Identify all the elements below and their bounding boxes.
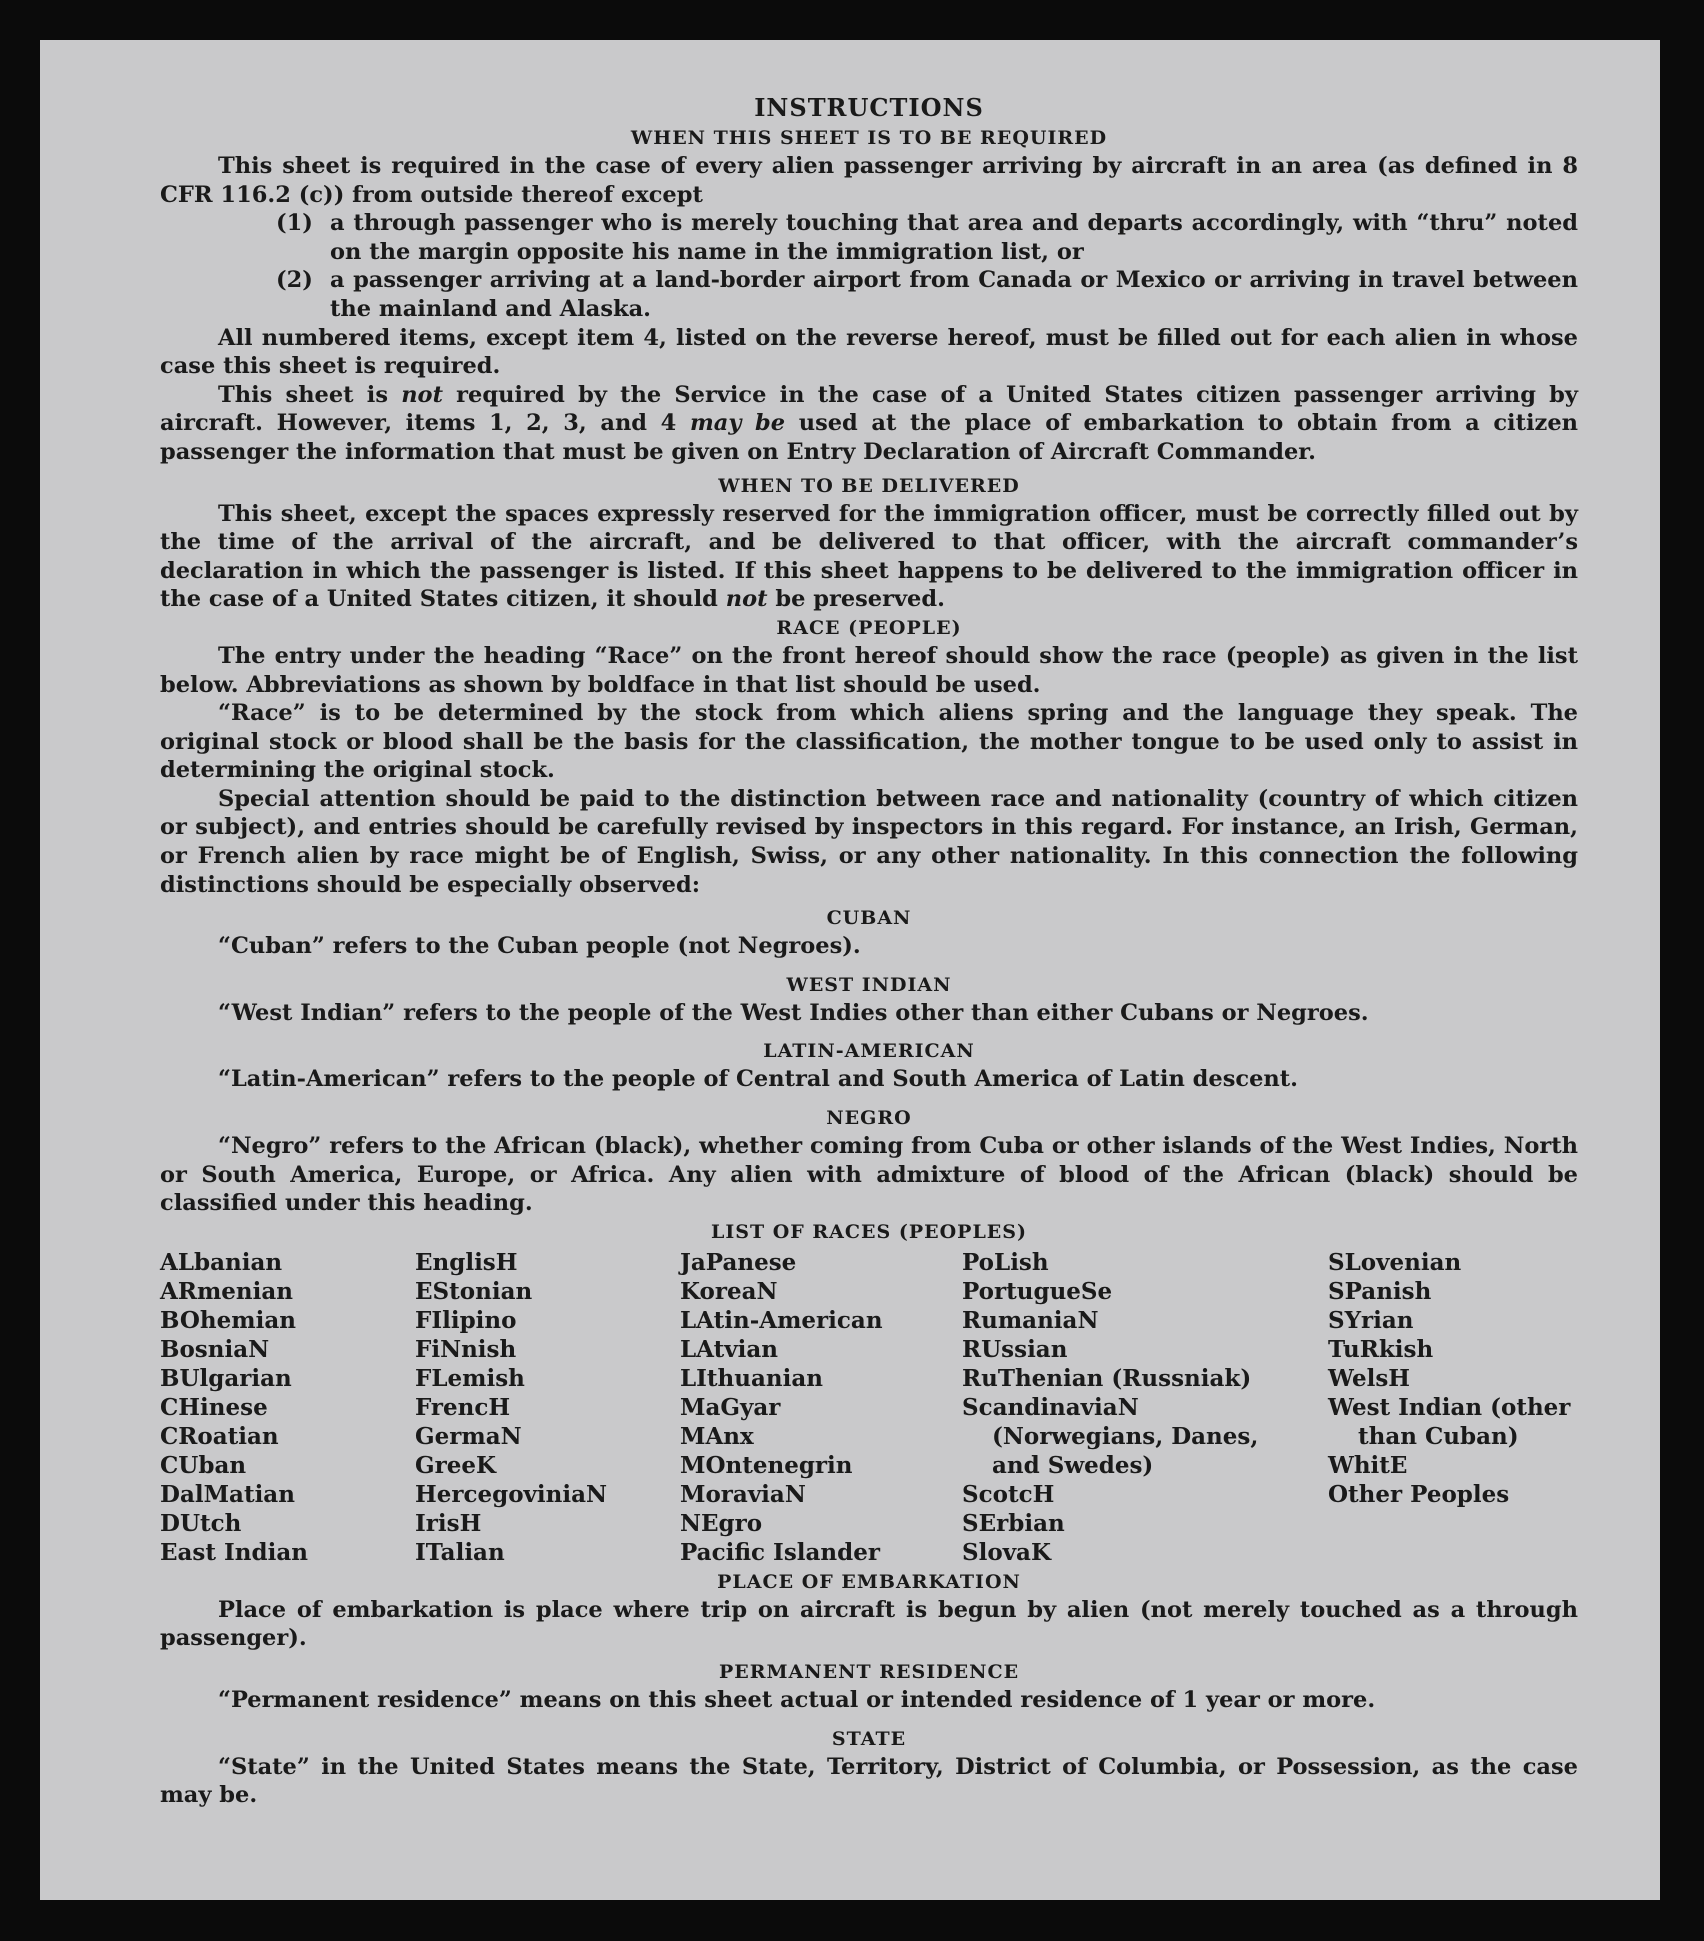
west-indian-text: “West Indian” refers to the people of the West Indies other than either Cubans or Negroes. [218,999,1369,1026]
race-entry: FIlipino [415,1306,517,1334]
race-entry: MAnx [680,1422,754,1450]
race-paragraph-3: Special attention should be paid to the distinction between race and nationality (country of which citizen or subject), and entries should be carefully revised by inspectors in this regard. For instance, an Irish, German, or French alien by race might be of English, Swiss, or any other nationality. In this connection the following distinctions should be especially observed: [160,785,1578,898]
race-entry: BOhemian [160,1306,296,1334]
race-entry: MoraviaN [680,1480,806,1508]
emphasis-not: not [401,381,443,408]
text-fragment: The entry under the heading “Race” on the front hereof should show the race (people) as given in the list below. Abbreviations as shown by [160,642,1578,698]
race-entry: East Indian [160,1538,308,1566]
race-entry: SlovaK [962,1538,1051,1566]
race-entry: CHinese [160,1393,268,1421]
text-fragment: used at the place of embarkation to obtain from a citizen passenger the information that must be given on Entry Declaration of Aircraft Commander. [160,410,1579,465]
exception-item-2 [276,266,1578,323]
heading-west-indian: WEST INDIAN [786,973,952,996]
document-sheet [40,40,1660,1900]
text-fragment: be preserved. [767,586,945,613]
race-entry: BUlgarian [160,1364,292,1392]
text-fragment: in that list should be used. [695,671,1041,698]
text-fragment: This sheet is [218,381,402,408]
when-required-intro: This sheet is required in the case of every alien passenger arriving by aircraft in an area (as defined in 8 CFR 116.2 (c)) from outside thereof except [160,153,1578,208]
race-entry: SLovenian [1328,1248,1462,1276]
race-entry: HercegoviniaN [415,1480,608,1508]
race-entry: LAtvian [680,1335,778,1363]
race-entry: PortugueSe [962,1277,1113,1305]
exception-number: (1) [276,210,313,237]
heading-race: RACE (PEOPLE) [776,616,962,639]
race-entry: TuRkish [1328,1335,1434,1363]
races-column-5 [1328,1248,1578,1509]
race-entry: BosniaN [160,1335,270,1363]
exception-item-1 [276,209,1578,266]
race-entry: DalMatian [160,1480,295,1508]
text-fragment: This sheet, except the spaces expressly reserved for the immigration officer, must be correctly filled out by the time of the arrival of the aircraft, and be delivered to that officer, with the aircraft commander’s declaration in which the passenger is listed. If this sheet happens to be delivered to the immigration officer in the case of a United States citizen, it should [160,500,1578,613]
race-entry: LIthuanian [680,1364,823,1392]
race-entry: ScotcH [962,1480,1055,1508]
race-entry: West Indian (other than Cuban) [1328,1393,1571,1450]
race-entry: PoLish [962,1248,1049,1276]
negro-text: “Negro” refers to the African (black), whether coming from Cuba or other islands of the West Indies, North or South America, Europe, or Africa. Any alien with admixture of blood of the African (black) should be classified under this heading. [160,1133,1578,1217]
race-entry: GreeK [415,1451,497,1479]
race-entry: RumaniaN [962,1306,1099,1334]
race-entry: MOntenegrin [680,1451,853,1479]
race-entry: SErbian [962,1509,1065,1537]
races-column-4 [962,1248,1260,1567]
emphasis-not: not [725,586,768,613]
race-entry: ITalian [415,1538,505,1566]
races-list [160,1248,1578,1568]
race-entry: CRoatian [160,1422,279,1450]
race-entry: Other Peoples [1328,1480,1510,1508]
heading-when-delivered: WHEN TO BE DELIVERED [718,474,1020,497]
when-delivered-text [160,500,1578,614]
race-entry: CUban [160,1451,247,1479]
heading-state: STATE [831,1727,907,1750]
race-entry: LAtin-American [680,1306,883,1334]
race-entry: WelsH [1328,1364,1411,1392]
when-required-paragraph-3 [160,381,1578,467]
race-entry: KoreaN [680,1277,778,1305]
race-entry: FrencH [415,1393,511,1421]
races-column-1 [160,1248,308,1567]
heading-cuban: CUBAN [826,907,912,930]
page-title: INSTRUCTIONS [754,93,984,122]
race-entry: EnglisH [415,1248,518,1276]
race-entry: GermaN [415,1422,522,1450]
race-entry: SYrian [1328,1306,1414,1334]
race-entry: ScandinaviaN (Norwegians, Danes, and Swedes) [962,1393,1259,1479]
cuban-text: “Cuban” refers to the Cuban people (not Negroes). [218,933,861,960]
heading-residence: PERMANENT RESIDENCE [718,1661,1020,1683]
exception-text: a passenger arriving at a land-border airport from Canada or Mexico or arriving in travel between the mainland and Alaska. [330,267,1578,322]
races-column-2 [415,1248,607,1567]
state-text: “State” in the United States means the State, Territory, District of Columbia, or Possession, as the case may be. [160,1753,1578,1809]
race-paragraph-2: “Race” is to be determined by the stock from which aliens spring and the language they speak. The original stock or blood shall be the basis for the classification, the mother tongue to be used only to assist in determining the original stock. [160,700,1578,784]
races-column-3 [680,1248,883,1567]
race-entry: ALbanian [160,1248,283,1276]
race-entry: FiNnish [415,1335,517,1363]
heading-when-required: WHEN THIS SHEET IS TO BE REQUIRED [630,127,1108,149]
when-required-paragraph-2: All numbered items, except item 4, listed on the reverse hereof, must be filled out for each alien in whose case this sheet is required. [160,324,1578,380]
exception-number: (2) [276,267,313,294]
emphasis-may-be: may be [689,410,786,437]
heading-list-of-races: LIST OF RACES (PEOPLES) [711,1220,1027,1243]
boldface-word: boldface [587,671,696,698]
race-entry: Pacific Islander [680,1538,880,1566]
text-fragment: required by the Service in the case of a United States citizen passenger arriving by aircraft. However, items 1, 2, 3, and 4 [160,381,1578,437]
exception-text: a through passenger who is merely touching that area and departs accordingly, with “thru” noted on the margin opposite his name in the immigration list, or [330,210,1578,265]
race-entry: RUssian [962,1335,1068,1363]
race-entry: FLemish [415,1364,525,1392]
race-entry: WhitE [1328,1451,1408,1479]
race-entry: EStonian [415,1277,533,1305]
race-entry: JaPanese [680,1248,797,1276]
document-content [160,92,1578,1810]
race-entry: SPanish [1328,1277,1432,1305]
latin-american-text: “Latin-American” refers to the people of Central and South America of Latin descent. [218,1066,1298,1093]
heading-embarkation: PLACE OF EMBARKATION [717,1570,1021,1593]
race-entry: RuThenian (Russniak) [962,1364,1252,1392]
residence-text: “Permanent residence” means on this sheet actual or intended residence of 1 year or more. [218,1687,1376,1713]
race-entry: NEgro [680,1509,763,1537]
heading-negro: NEGRO [826,1107,912,1130]
race-paragraph-1 [160,642,1578,699]
race-entry: ARmenian [160,1277,294,1305]
embarkation-text: Place of embarkation is place where trip on aircraft is begun by alien (not merely touched as a through passenger). [160,1596,1578,1652]
race-entry: MaGyar [680,1393,781,1421]
heading-latin-american: LATIN-AMERICAN [763,1040,975,1063]
race-entry: IrisH [415,1509,482,1537]
race-entry: DUtch [160,1509,242,1537]
